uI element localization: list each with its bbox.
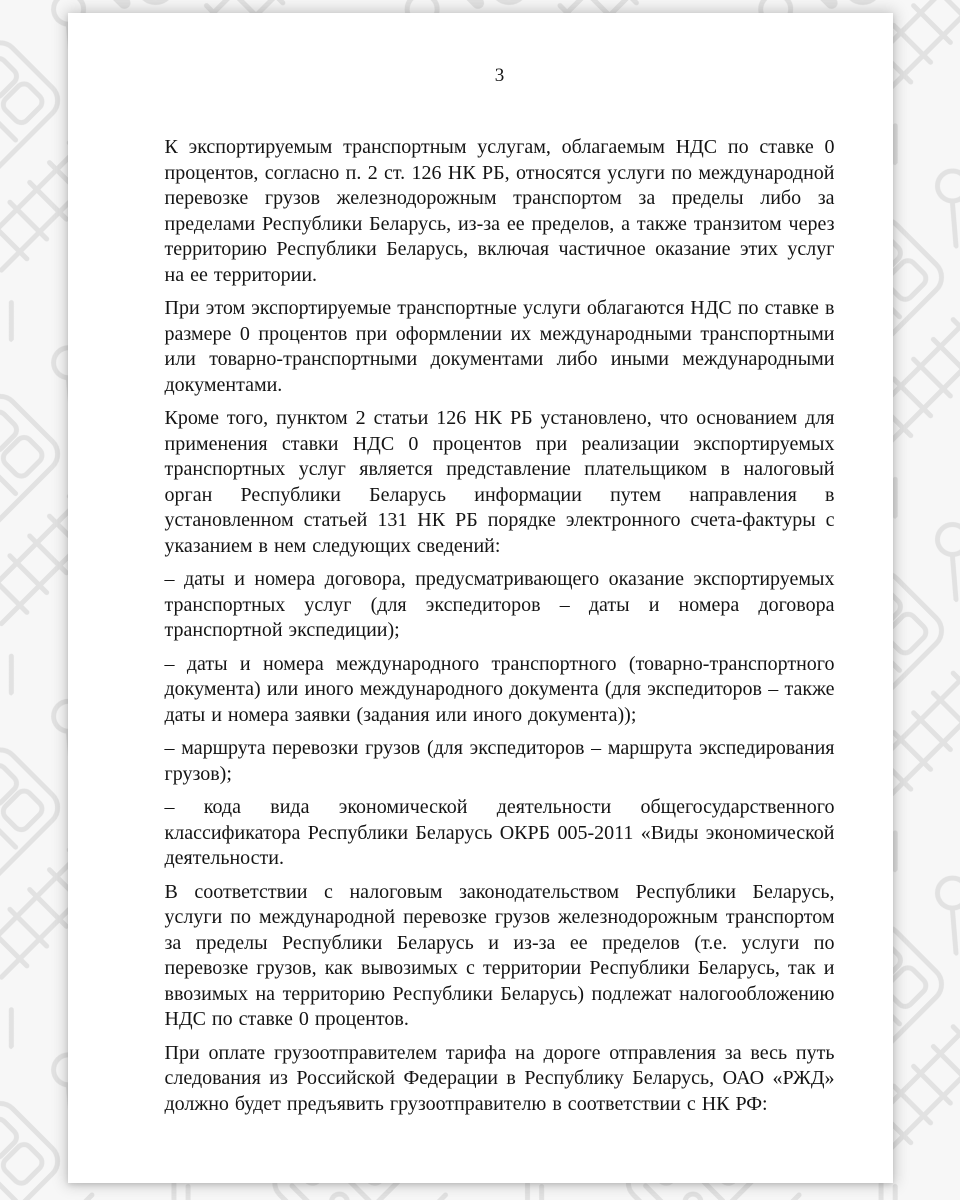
list-item: – маршрута перевозки грузов (для экспедиторов – маршрута экспедирования грузов); <box>164 737 835 785</box>
page-number: 3 <box>494 65 505 86</box>
list-item: – даты и номера международного транспортного (товарно-транспортного документа) или иного международного документа (для экспедиторов – также даты и номера заявки (задания или иного документа)); <box>164 652 835 726</box>
paragraph: Кроме того, пунктом 2 статьи 126 НК РБ установлено, что основанием для применения ставки НДС 0 процентов при реализации экспортируемых транспортных услуг является представление плательщиком в налоговый орган Республики Беларусь информации путем направления в установленном статьей 131 НК РБ порядке электронного счета-фактуры с указанием в нем следующих сведений: <box>164 407 835 557</box>
paragraph: В соответствии с налоговым законодательством Республики Беларусь, услуги по международной перевозке грузов железнодорожным транспортом за пределы Республики Беларусь и из-за ее пределов (т.е. услуги по перевозке грузов, как вывозимых с территории Республики Беларусь, так и ввозимых на территорию Республики Беларусь) подлежат налогообложению НДС по ставке 0 процентов. <box>164 880 835 1030</box>
paragraph: К экспортируемым транспортным услугам, облагаемым НДС по ставке 0 процентов, согласно п. 2 ст. 126 НК РБ, относятся услуги по международной перевозке грузов железнодорожным транспортом за пределы либо за пределами Республики Беларусь, из-за ее пределов, а также транзитом через территорию Республики Беларусь, включая частичное оказание этих услуг на ее территории. <box>164 136 835 286</box>
document-body <box>165 135 835 1117</box>
paragraph: При оплате грузоотправителем тарифа на дороге отправления за весь путь следования из Российской Федерации в Республику Беларусь, ОАО «РЖД» должно будет предъявить грузоотправителю в соответствии с НК РФ: <box>164 1041 835 1115</box>
list-item: – кода вида экономической деятельности общегосударственного классификатора Республики Беларусь ОКРБ 005-2011 «Виды экономической деятельности. <box>164 796 835 869</box>
paragraph: При этом экспортируемые транспортные услуги облагаются НДС по ставке в размере 0 процентов при оформлении их международными транспортными или товарно-транспортными документами либо иными международными документами. <box>164 297 835 396</box>
list-item: – даты и номера договора, предусматривающего оказание экспортируемых транспортных услуг (для экспедиторов – даты и номера договора транспортной экспедиции); <box>164 568 835 641</box>
document-page <box>68 13 893 1183</box>
